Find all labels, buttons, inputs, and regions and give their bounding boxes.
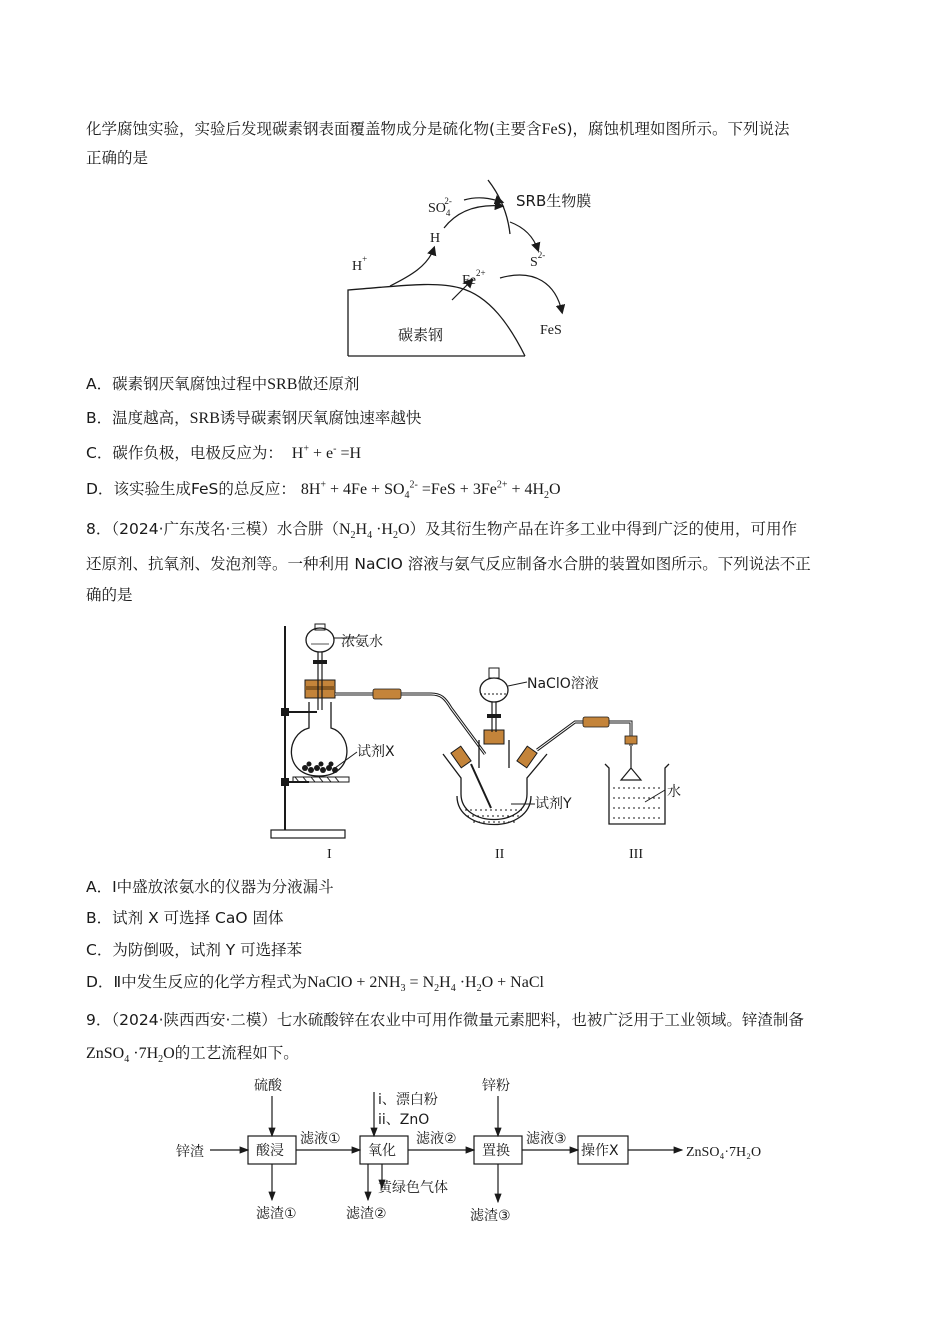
residue-3-label: 滤渣③ — [470, 1208, 511, 1224]
option-label: B． — [86, 909, 113, 927]
filtrate-1-label: 滤液① — [300, 1131, 341, 1147]
q9-number: 9． — [86, 1011, 112, 1029]
reagent-x-label: 试剂X — [357, 744, 395, 760]
option-text: 为防倒吸，试剂 Y 可选择苯 — [112, 941, 303, 959]
sulfate-ion-label: $SO_42-$ — [428, 196, 452, 218]
stopcock-1 — [313, 660, 327, 664]
srb-membrane-curve — [488, 180, 510, 234]
dropping-funnel-1 — [306, 628, 334, 652]
acid-leach-label: 酸浸 — [256, 1143, 284, 1159]
water-label: 水 — [667, 784, 681, 800]
oxidation-label: 氧化 — [368, 1143, 396, 1159]
option-text: Ⅰ中盛放浓氨水的仪器为分液漏斗 — [112, 878, 334, 896]
q7-stem-text-c: )，腐蚀机理如图所示。下列说法 — [566, 120, 790, 138]
srb-formula: SRB — [267, 376, 298, 393]
reagent-y-label: 试剂Y — [535, 796, 572, 812]
q8-number: 8． — [86, 520, 112, 538]
option-label: D． — [86, 973, 114, 991]
q9-stem-line1 — [86, 1009, 804, 1031]
srb-formula: SRB — [189, 410, 220, 427]
rubber-connector-1 — [373, 689, 401, 699]
option-text: 碳素钢厌氧腐蚀过程中 — [112, 375, 268, 393]
operation-x-label: 操作X — [581, 1143, 619, 1159]
filtrate-3-label: 滤液③ — [526, 1131, 567, 1147]
q7-corrosion-figure — [340, 176, 620, 366]
rubber-connector-2 — [583, 717, 609, 727]
q7-d-equation: $8H^+ + 4Fe + SO_4^{2-} =FeS + 3Fe^{2+} + 4H_2O$ — [300, 479, 561, 502]
arrow-hplus-to-h — [390, 248, 434, 286]
filtrate-2-label: 滤液② — [416, 1131, 457, 1147]
q8-stem-line1 — [86, 518, 797, 541]
option-label: A． — [86, 878, 113, 896]
flask-2-stopper-right — [517, 746, 537, 768]
flask-2-stopper-center — [484, 730, 504, 744]
naclo-label: NaClO溶液 — [527, 676, 599, 692]
q9-source: （2024·陕西西安·二模）七水硫酸锌在农业中可用作微量元素肥料，也被广泛用于工业领域。锌渣制备 — [111, 1011, 804, 1029]
srb-membrane-label: SRB生物膜 — [516, 192, 592, 210]
q7-option-c[interactable] — [86, 442, 361, 465]
q7-fes-formula: FeS — [541, 121, 567, 138]
zinc-powder-label: 锌粉 — [482, 1078, 510, 1094]
flask-2-stopper-left — [451, 746, 471, 768]
apparatus-label-2: II — [495, 847, 505, 862]
arrow-h-to-membrane — [444, 206, 502, 228]
q9-stem-text: 的工艺流程如下。 — [174, 1044, 299, 1062]
q9-stem-line2 — [86, 1042, 299, 1065]
arrow-so4-to-membrane — [464, 198, 502, 202]
arrow-fe2-to-fes — [500, 275, 562, 312]
q9-process-flow — [170, 1072, 790, 1232]
sulfide-ion-label: $S^{2-}$ — [530, 250, 546, 270]
q8-stem-text: ）及其衍生物产品在许多工业中得到广泛的使用，可用作 — [409, 520, 798, 538]
stopcock-2 — [487, 714, 501, 718]
q7-c-equation: H+ + e- =H — [287, 443, 362, 462]
option-label: D． — [86, 480, 114, 498]
option-text: 碳作负极，电极反应为： — [112, 444, 283, 462]
option-text: Ⅱ中发生反应的化学方程式为 — [113, 973, 308, 991]
zinc-slag-label: 锌渣 — [176, 1144, 204, 1160]
option-text: 试剂 X 可选择 CaO 固体 — [112, 909, 284, 927]
yellow-green-gas-label: 黄绿色气体 — [378, 1180, 448, 1196]
q8-option-c[interactable] — [86, 939, 302, 961]
hydrogen-atom-label: H — [430, 231, 441, 246]
reagent-ii-label: ii、ZnO — [378, 1112, 430, 1128]
q7-stem-line2: 正确的是 — [86, 149, 149, 167]
q7-stem-line1 — [86, 118, 790, 141]
dropping-funnel-2 — [480, 678, 508, 702]
q7-option-b[interactable] — [86, 407, 421, 430]
q8-d-equation: NaClO + $2NH_3 = N_2H_4 \cdot H_2O$ + NaCl — [307, 974, 544, 995]
reagent-x-solid — [302, 762, 338, 774]
steel-block-outline — [348, 284, 525, 356]
q8-option-d[interactable] — [86, 971, 544, 994]
product-label: ZnSO₄·7H₂O — [686, 1145, 762, 1160]
q8-source: （2024·广东茂名·三模）水合肼（ — [111, 520, 339, 538]
zinc-sulfate-heptahydrate-formula: ZnSO$_4$ $\cdot 7H_2O$ — [86, 1045, 175, 1066]
proton-label: H+ — [352, 254, 368, 274]
inverted-funnel-3 — [621, 746, 641, 780]
hydrazine-hydrate-formula: $N_2H_4 \cdot H_2O$ — [338, 521, 410, 542]
q8-stem-line2: 还原剂、抗氧剂、发泡剂等。一种利用 NaClO 溶液与氨气反应制备水合肼的装置如图所示。下列说法不正 — [86, 555, 811, 573]
option-text: 诱导碳素钢厌氧腐蚀速率越快 — [219, 409, 422, 427]
q7-option-d[interactable] — [86, 478, 561, 501]
q7-option-a[interactable] — [86, 373, 359, 396]
option-text: 该实验生成FeS的总反应： — [113, 480, 296, 498]
q8-apparatus-figure — [265, 618, 695, 864]
option-label: C． — [86, 444, 113, 462]
option-label: A． — [86, 375, 113, 393]
residue-2-label: 滤渣② — [346, 1206, 387, 1222]
reagent-i-label: i、漂白粉 — [378, 1092, 438, 1108]
apparatus-label-1: I — [327, 847, 332, 862]
q7-stem-text-a: 化学腐蚀实验，实验后发现碳素钢表面覆盖物成分是硫化物(主要含 — [86, 120, 542, 138]
steel-label: 碳素钢 — [398, 326, 444, 344]
fes-product-label: FeS — [540, 323, 562, 338]
replacement-label: 置换 — [482, 1143, 510, 1159]
q8-option-b[interactable] — [86, 907, 284, 929]
ammonia-label: 浓氨水 — [341, 634, 383, 650]
q8-option-a[interactable] — [86, 876, 334, 898]
sulfuric-acid-label: 硫酸 — [254, 1078, 282, 1094]
option-label: B． — [86, 409, 113, 427]
option-text: 做还原剂 — [297, 375, 360, 393]
option-label: C． — [86, 941, 113, 959]
option-text: 温度越高， — [112, 409, 190, 427]
residue-1-label: 滤渣① — [256, 1206, 297, 1222]
apparatus-label-3: III — [629, 847, 643, 862]
ferrous-ion-label: $Fe^{2+}$ — [462, 268, 486, 288]
q8-stem-line3: 确的是 — [86, 586, 133, 604]
arrow-membrane-to-s2 — [510, 222, 538, 250]
beaker-3 — [605, 764, 669, 824]
stand-base — [271, 830, 345, 838]
